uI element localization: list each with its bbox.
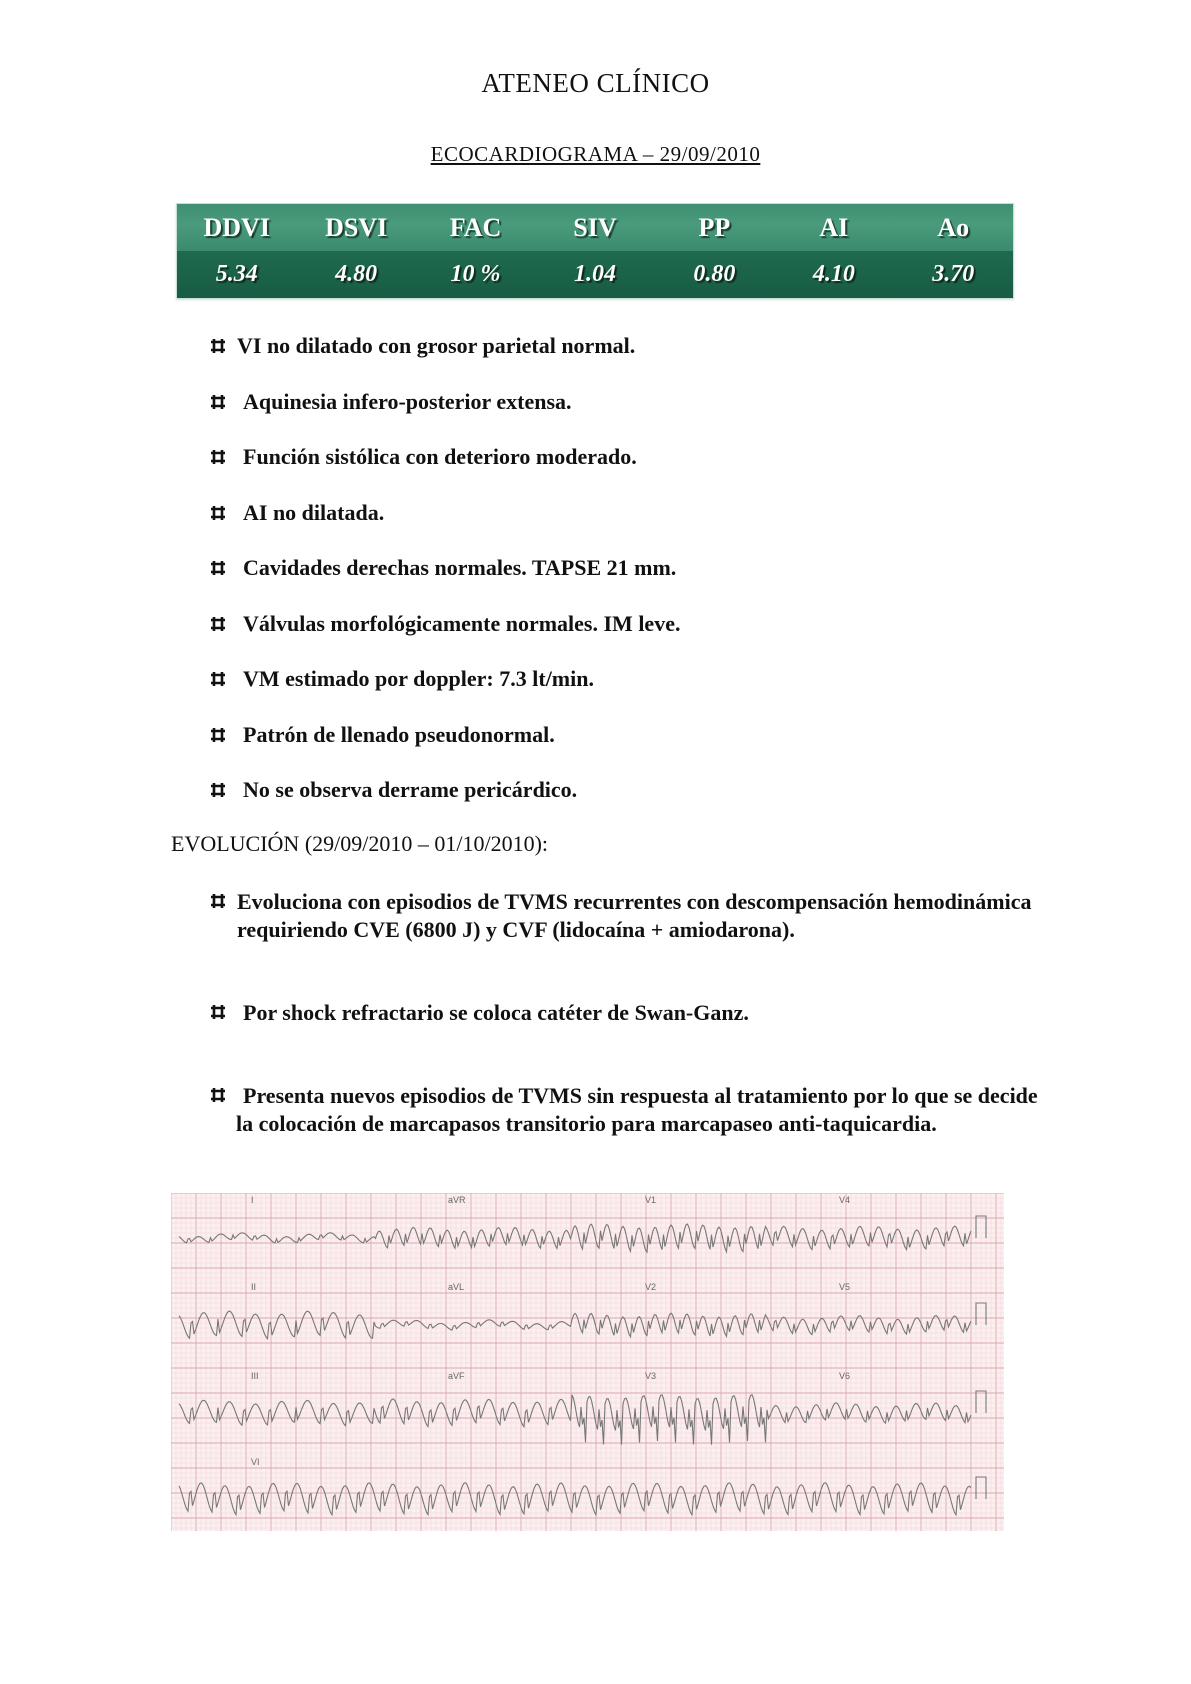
list-item: VI no dilatado con grosor parietal normal. — [209, 333, 1029, 389]
value-ai: 4.10 — [812, 261, 855, 287]
list-item: AI no dilatada. — [209, 500, 1029, 556]
value-fac: 10 % — [450, 261, 501, 287]
lead-label-avf: aVF — [448, 1371, 465, 1381]
ecg-grid — [171, 1193, 1004, 1531]
echo-findings-list — [209, 333, 1029, 833]
square-bullet-icon — [209, 888, 229, 914]
header-pp: PP — [698, 212, 731, 242]
lead-label-rhythm: VI — [251, 1457, 260, 1467]
square-bullet-icon — [209, 611, 229, 637]
list-item: Válvulas morfológicamente normales. IM leve. — [209, 611, 1029, 667]
lead-label-avl: aVL — [448, 1282, 465, 1292]
ecg-trace-row — [179, 1395, 971, 1445]
ecg-strip — [171, 1193, 1004, 1531]
value-ao: 3.70 — [932, 261, 975, 287]
lead-label-v3: V3 — [645, 1371, 657, 1381]
lead-label-iii: III — [251, 1371, 259, 1381]
header-siv: SIV — [573, 212, 617, 242]
lead-label-avr: aVR — [448, 1195, 466, 1205]
evolution-list — [209, 888, 1039, 1138]
header-dsvi: DSVI — [325, 212, 388, 242]
echo-values-row — [177, 251, 1013, 298]
ecg-traces — [179, 1216, 986, 1515]
list-item: Aquinesia infero-posterior extensa. — [209, 389, 1029, 445]
list-item: Presenta nuevos episodios de TVMS sin respuesta al tratamiento por lo que se decide la colocación de marcapasos transitorio para marcapaseo anti-taquicardia. — [209, 1082, 1039, 1138]
evolution-heading: EVOLUCIÓN (29/09/2010 – 01/10/2010): — [171, 831, 549, 856]
square-bullet-icon — [209, 999, 229, 1025]
list-item: Patrón de llenado pseudonormal. — [209, 722, 1029, 778]
ecg-tracing-image — [171, 1193, 1004, 1531]
value-ddvi: 5.34 — [215, 261, 258, 287]
square-bullet-icon — [209, 722, 229, 748]
square-bullet-icon — [209, 389, 229, 415]
lead-label-ii: II — [251, 1282, 257, 1292]
square-bullet-icon — [209, 1082, 229, 1108]
square-bullet-icon — [209, 444, 229, 470]
square-bullet-icon — [209, 555, 229, 581]
ecg-trace-row — [179, 1483, 971, 1515]
list-item: Por shock refractario se coloca catéter de Swan-Ganz. — [209, 999, 1039, 1027]
value-siv: 1.04 — [573, 261, 616, 287]
list-item: VM estimado por doppler: 7.3 lt/min. — [209, 666, 1029, 722]
list-item: Función sistólica con deterioro moderado. — [209, 444, 1029, 500]
header-ai: AI — [819, 212, 849, 242]
echo-section-title: ECOCARDIOGRAMA – 29/09/2010 — [430, 142, 761, 166]
ecg-trace-row — [179, 1311, 971, 1339]
list-item: No se observa derrame pericárdico. — [209, 777, 1029, 833]
lead-label-v2: V2 — [645, 1282, 657, 1292]
lead-label-v6: V6 — [839, 1371, 851, 1381]
square-bullet-icon — [209, 777, 229, 803]
echo-header-row — [177, 204, 1013, 251]
header-ao: Ao — [937, 212, 970, 242]
value-pp: 0.80 — [693, 261, 736, 287]
list-item: Evoluciona con episodios de TVMS recurrentes con descompensación hemodinámica requiriendo CVE (6800 J) y CVF (lidocaína + amiodarona). — [209, 888, 1039, 944]
lead-label-i: I — [251, 1195, 254, 1205]
lead-label-v4: V4 — [839, 1195, 851, 1205]
lead-label-v1: V1 — [645, 1195, 657, 1205]
square-bullet-icon — [209, 666, 229, 692]
document-title: ATENEO CLÍNICO — [481, 68, 710, 98]
echo-measurements-table — [176, 203, 1014, 299]
header-ddvi: DDVI — [203, 212, 270, 242]
value-dsvi: 4.80 — [335, 261, 378, 287]
square-bullet-icon — [209, 500, 229, 526]
list-item: Cavidades derechas normales. TAPSE 21 mm. — [209, 555, 1029, 611]
header-fac: FAC — [449, 212, 502, 242]
square-bullet-icon — [209, 333, 229, 359]
lead-label-v5: V5 — [839, 1282, 851, 1292]
